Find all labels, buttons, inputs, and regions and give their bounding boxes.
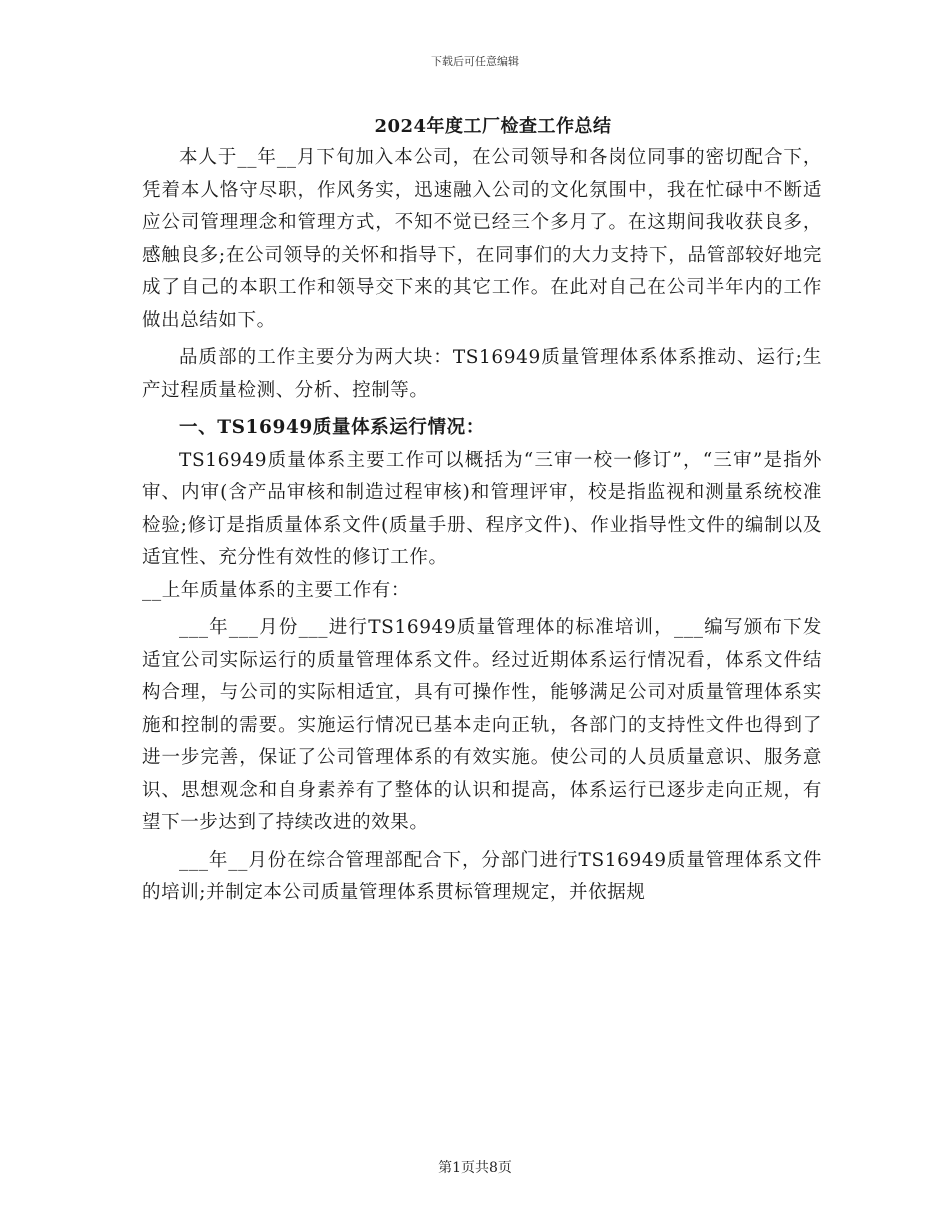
document-body xyxy=(142,112,822,910)
paragraph-intro: 本人于__年__月下旬加入本公司，在公司领导和各岗位同事的密切配合下，凭着本人恪守尽职，作风务实，迅速融入公司的文化氛围中，我在忙碌中不断适应公司管理理念和管理方式，不知不觉已经三个多月了。在这期间我收获良多，感触良多;在公司领导的关怀和指导下，在同事们的大力支持下，品管部较好地完成了自己的本职工作和领导交下来的其它工作。在此对自己在公司半年内的工作做出总结如下。 xyxy=(142,147,822,331)
paragraph-ts16949-summary: TS16949质量体系主要工作可以概括为“三审一校一修订”，“三审”是指外审、内审(含产品审核和制造过程审核)和管理评审，校是指监视和测量系统校准检验;修订是指质量体系文件(质量手册、程序文件)、作业指导性文件的编制以及适宜性、充分性有效性的修订工作。 xyxy=(142,449,822,568)
paragraph-quality-dept-overview: 品质部的工作主要分为两大块：TS16949质量管理体系体系推动、运行;生产过程质量检测、分析、控制等。 xyxy=(142,347,822,401)
paragraph-last-year-work: __上年质量体系的主要工作有： xyxy=(142,579,411,601)
paragraph-training-docs: ___年___月份___进行TS16949质量管理体的标准培训，___编写颁布下发适宜公司实际运行的质量管理体系文件。经过近期体系运行情况看，体系文件结构合理，与公司的实际相适宜，具有可操作性，能够满足公司对质量管理体系实施和控制的需要。实施运行情况已基本走向正轨，各部门的支持性文件也得到了进一步完善，保证了公司管理体系的有效实施。使公司的人员质量意识、服务意识、思想观念和自身素养有了整体的认识和提高，体系运行已逐步走向正规，有望下一步达到了持续改进的效果。 xyxy=(142,617,822,833)
section-heading-ts16949: 一、TS16949质量体系运行情况： xyxy=(179,417,485,438)
paragraph-dept-training: ___年__月份在综合管理部配合下，分部门进行TS16949质量管理体系文件的培训;并制定本公司质量管理体系贯标管理规定，并依据规 xyxy=(142,849,822,903)
page-footer-indicator: 第1页共8页 xyxy=(438,1160,512,1176)
document-title: 2024年度工厂检查工作总结 xyxy=(374,116,612,137)
page-header-note: 下载后可任意编辑 xyxy=(431,55,519,68)
